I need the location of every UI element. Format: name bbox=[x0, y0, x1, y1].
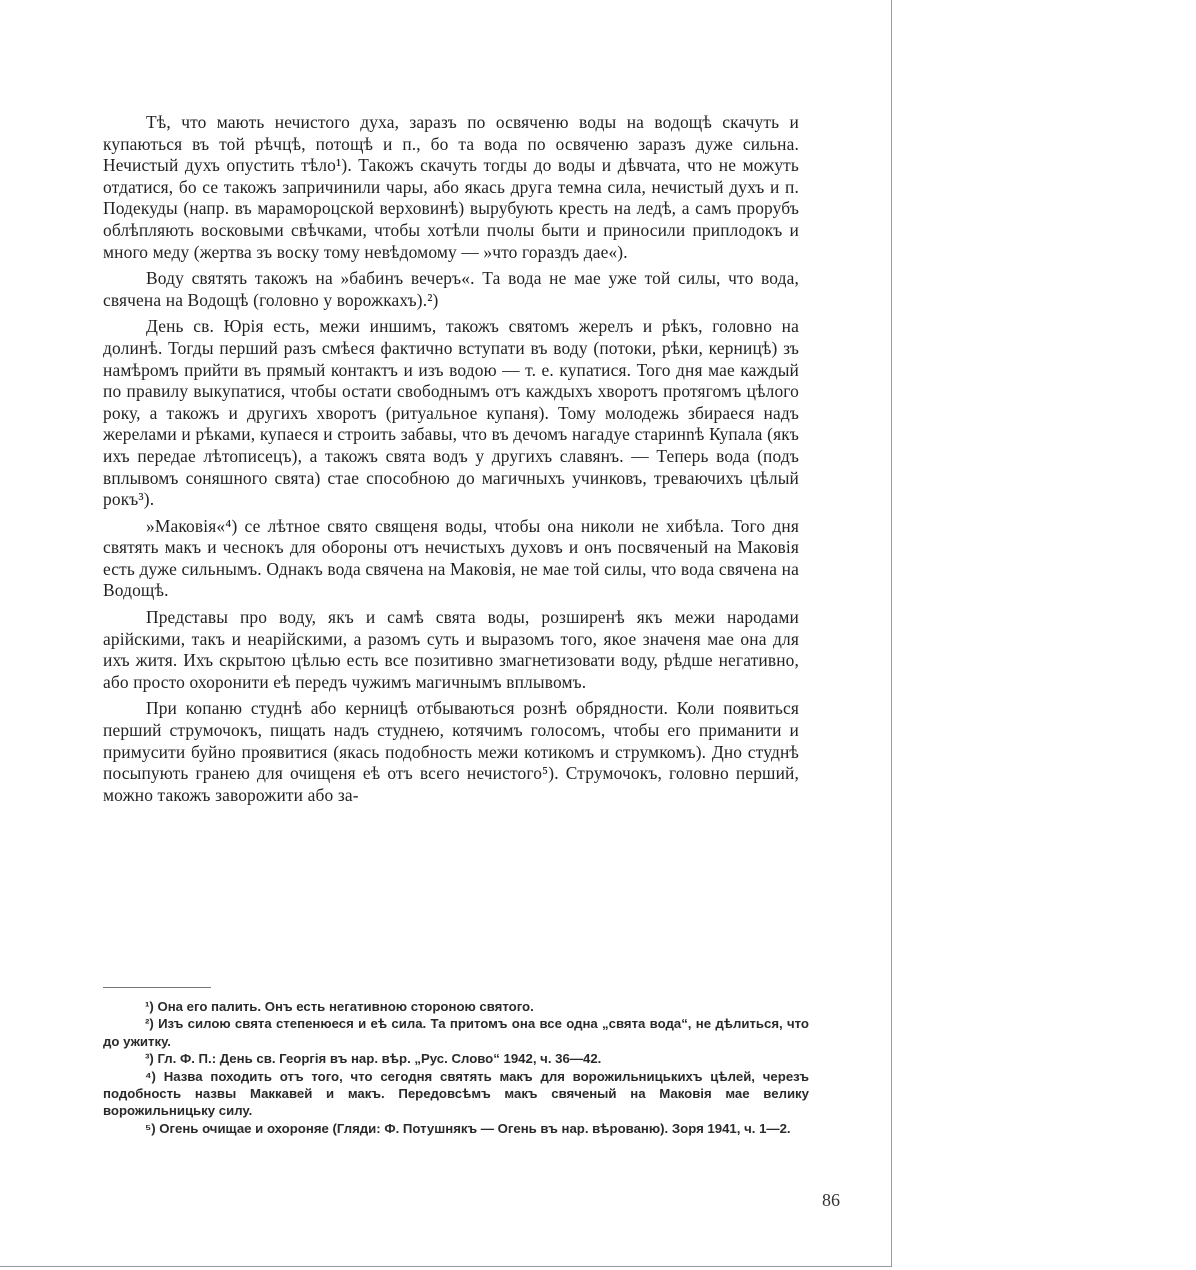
footnote-divider bbox=[103, 987, 211, 988]
footnote: ²) Изъ силою свята степенюеся и еѣ сила. Та притомъ она все одна „свята вода“, не дѣлиться, что до ужитку. bbox=[103, 1016, 809, 1049]
footnote: ⁴) Назва походить отъ того, что сегодня святять макъ для ворожильницькихъ цѣлей, черезъ подобность назвы Маккавей и макъ. Передовсѣмъ макъ свяченый на Маковія мае велику ворожильницьку силу. bbox=[103, 1068, 809, 1119]
footnote: ³) Гл. Ф. П.: День св. Георгія въ нар. вѣр. „Рус. Слово“ 1942, ч. 36—42. bbox=[145, 1051, 602, 1067]
paragraph: При копаню студнѣ або керницѣ отбываються рознѣ обрядности. Коли появиться перший струмочокъ, пищать надъ студнею, котячимъ голосомъ, чтобы его приманити и примусити буйно проявитися (якась подобность межи котикомъ и струмкомъ). Дно студнѣ посыпують гранею для очищеня еѣ отъ всего нечистого⁵). Струмочокъ, головно перший, можно такожъ заворожити або за- bbox=[103, 698, 799, 805]
paragraph: »Маковія«⁴) се лѣтное свято священя воды, чтобы она николи не хибѣла. Того дня святять макъ и чеснокъ для обороны отъ нечистыхъ духовъ и онъ посвяченый на Маковія есть дуже сильнымъ. Однакъ вода свячена на Маковія, не мае той силы, что вода свячена на Водощѣ. bbox=[103, 515, 799, 601]
paragraph: Тѣ, что мають нечистого духа, заразъ по освяченю воды на водощѣ скачуть и купаються въ той рѣчцѣ, потощѣ и п., бо та вода по освяченю заразъ дуже сильна. Нечистый духъ опустить тѣло¹). Такожъ скачуть тогды до воды и дѣвчата, что не можуть отдатися, бо се такожъ запричинили чары, або якась друга темна сила, нечистый духъ и п. Подекуды (напр. въ марамороцской верховинѣ) вырубують кресть на ледѣ, а самъ прорубъ облѣпляють восковыми свѣчками, чтобы хотѣли пчолы быти и приносили приплодокъ и много меду (жертва зъ воску тому невѣдомому — »что гораздъ дае«). bbox=[103, 112, 799, 262]
body-text bbox=[103, 112, 799, 811]
footnote: ⁵) Огень очищае и охороняе (Гляди: Ф. Потушнякъ — Огень въ нар. вѣрованю). Зоря 1941, ч. 1—2. bbox=[145, 1120, 791, 1136]
paragraph: День св. Юрія есть, межи иншимъ, такожъ святомъ жерелъ и рѣкъ, головно на долинѣ. Тогды перший разъ смѣеся фактично вступати въ воду (потоки, рѣки, керницѣ) зъ намѣромъ прийти въ прямый контактъ и изъ водою — т. е. купатися. Того дня мае каждый по правилу выкупатися, чтобы остати свободнымъ отъ каждыхъ хворотъ протягомъ цѣлого року, а такожъ и другихъ хворотъ (ритуальное купаня). Тому молодежь збираеся надъ жерелами и рѣками, купаеся и строить забавы, что въ дечомъ нагадуе старинnѣ Купала (якъ ихъ передае лѣтописецъ), а такожъ свята водъ у другихъ славянъ. — Теперь вода (подъ вплывомъ соняшного свята) стае способною до магичныхъ учинковъ, треваючихъ цѣлый рокъ³). bbox=[103, 316, 799, 510]
footnote: ¹) Она его палить. Онъ есть негативною стороною святого. bbox=[145, 999, 534, 1014]
footnotes bbox=[103, 998, 809, 1137]
paragraph: Представы про воду, якъ и самѣ свята воды, розширенѣ якъ межи народами арійскими, такъ и неарійскими, а разомъ суть и выразомъ того, якое значеня мае она для ихъ житя. Ихъ скрытою цѣлью есть все позитивно змагнетизовати воду, рѣдше негативно, або просто охоронити еѣ передъ чужимъ магичнымъ вплывомъ. bbox=[103, 607, 799, 692]
paragraph: Воду святять такожъ на »бабинъ вечеръ«. Та вода не мае уже той силы, что вода, свячена на Водощѣ (головно у ворожкахъ).²) bbox=[103, 268, 799, 310]
page-number: 86 bbox=[822, 1190, 840, 1210]
